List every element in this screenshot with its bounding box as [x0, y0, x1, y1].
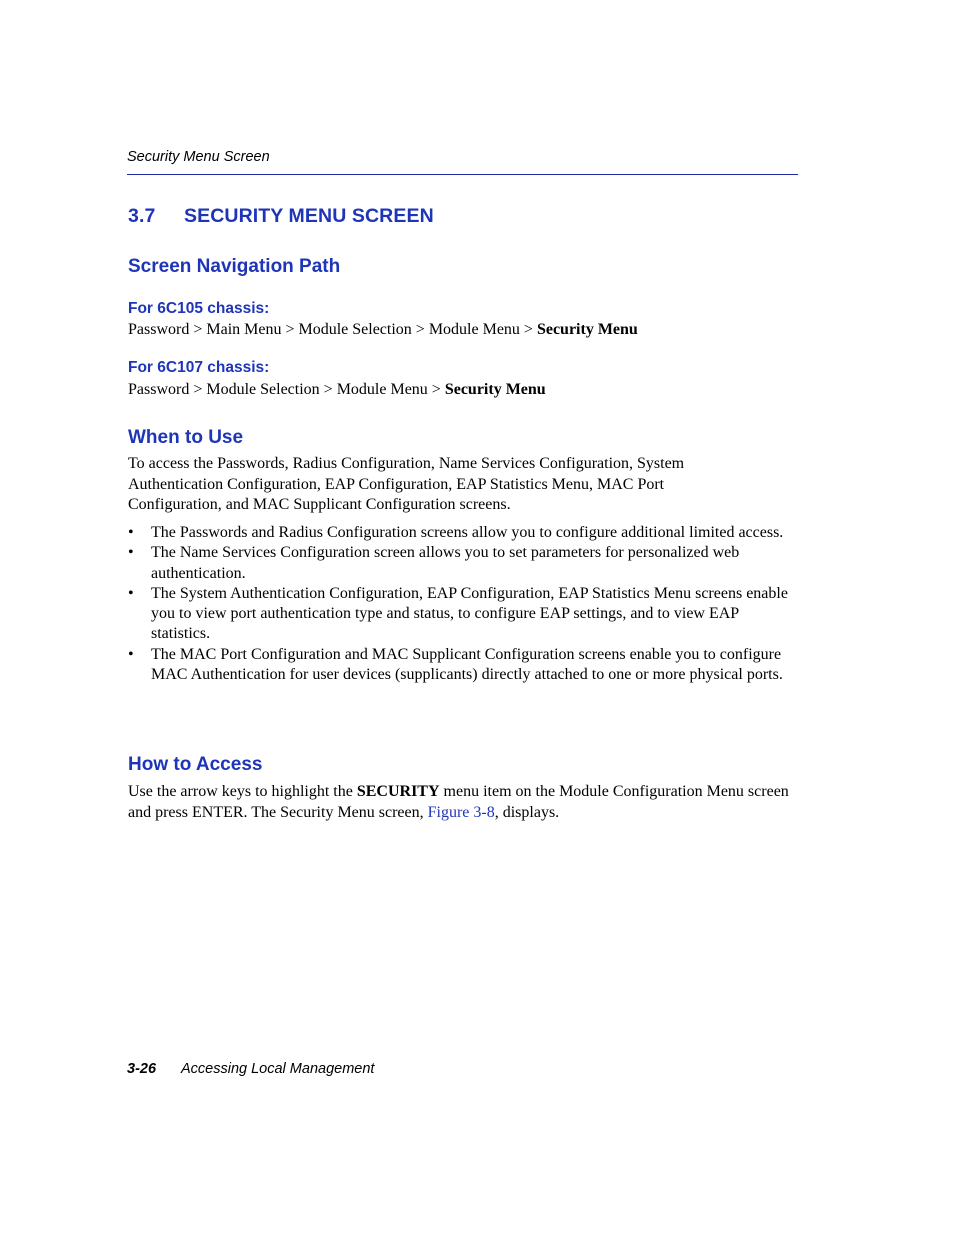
page-footer	[127, 1061, 374, 1077]
nav-path-6c105-text: Password > Main Menu > Module Selection > Module Menu >	[128, 321, 537, 338]
heading-screen-navigation-path: Screen Navigation Path	[128, 256, 341, 277]
list-item	[128, 543, 800, 584]
running-head: Security Menu Screen	[127, 149, 270, 165]
heading-6c107-chassis: For 6C107 chassis:	[128, 359, 270, 376]
section-title	[128, 205, 434, 228]
section-title-text: SECURITY MENU SCREEN	[184, 205, 434, 227]
bullet-icon: •	[128, 524, 134, 541]
nav-path-6c107-target: Security Menu	[444, 381, 546, 398]
security-menu-item-name: SECURITY	[356, 783, 440, 800]
list-item	[128, 645, 800, 686]
when-to-use-bullet-list	[128, 523, 800, 685]
bullet-icon: •	[128, 544, 134, 562]
bullet-icon: •	[128, 645, 134, 663]
page-number: 3-26	[127, 1061, 157, 1077]
bullet-icon: •	[128, 584, 134, 602]
when-to-use-intro: To access the Passwords, Radius Configuration, Name Services Configuration, System Authentication Configuration, EAP Configuration, EAP Statistics Menu, MAC Port Configuration, and MAC Supplicant Configuration screens.	[128, 455, 685, 513]
nav-path-6c107-text: Password > Module Selection > Module Menu >	[128, 381, 445, 398]
how-to-access-text-before: Use the arrow keys to highlight the	[128, 783, 357, 800]
list-item-text: The Name Services Configuration screen allows you to set parameters for personalized web authentication.	[151, 544, 740, 582]
list-item-text: The Passwords and Radius Configuration screens allow you to configure additional limited access.	[151, 524, 784, 541]
list-item-text: The MAC Port Configuration and MAC Supplicant Configuration screens enable you to configure MAC Authentication for user devices (supplicants) directly attached to one or more physical ports.	[151, 645, 783, 684]
heading-how-to-access: How to Access	[128, 754, 263, 775]
how-to-access-text-middle: menu item on the Module Configuration Menu screen and press ENTER. The Security Menu screen,	[128, 783, 789, 821]
section-number: 3.7	[128, 205, 156, 227]
nav-path-6c107	[128, 380, 788, 401]
list-item	[128, 584, 800, 645]
heading-when-to-use: When to Use	[128, 427, 244, 448]
list-item-text: The System Authentication Configuration, EAP Configuration, EAP Statistics Menu screens enable you to view port authentication type and status, to configure EAP settings, and to view EAP statistics.	[151, 584, 788, 643]
list-item	[128, 523, 800, 543]
nav-path-6c105-target: Security Menu	[536, 321, 638, 338]
how-to-access-text	[128, 782, 800, 823]
how-to-access-text-after: , displays.	[494, 803, 560, 821]
nav-path-6c105	[128, 320, 788, 341]
figure-3-8-link[interactable]: Figure 3-8	[427, 803, 495, 821]
chapter-title: Accessing Local Management	[181, 1061, 375, 1077]
header-rule	[127, 174, 798, 175]
heading-6c105-chassis: For 6C105 chassis:	[128, 300, 270, 317]
